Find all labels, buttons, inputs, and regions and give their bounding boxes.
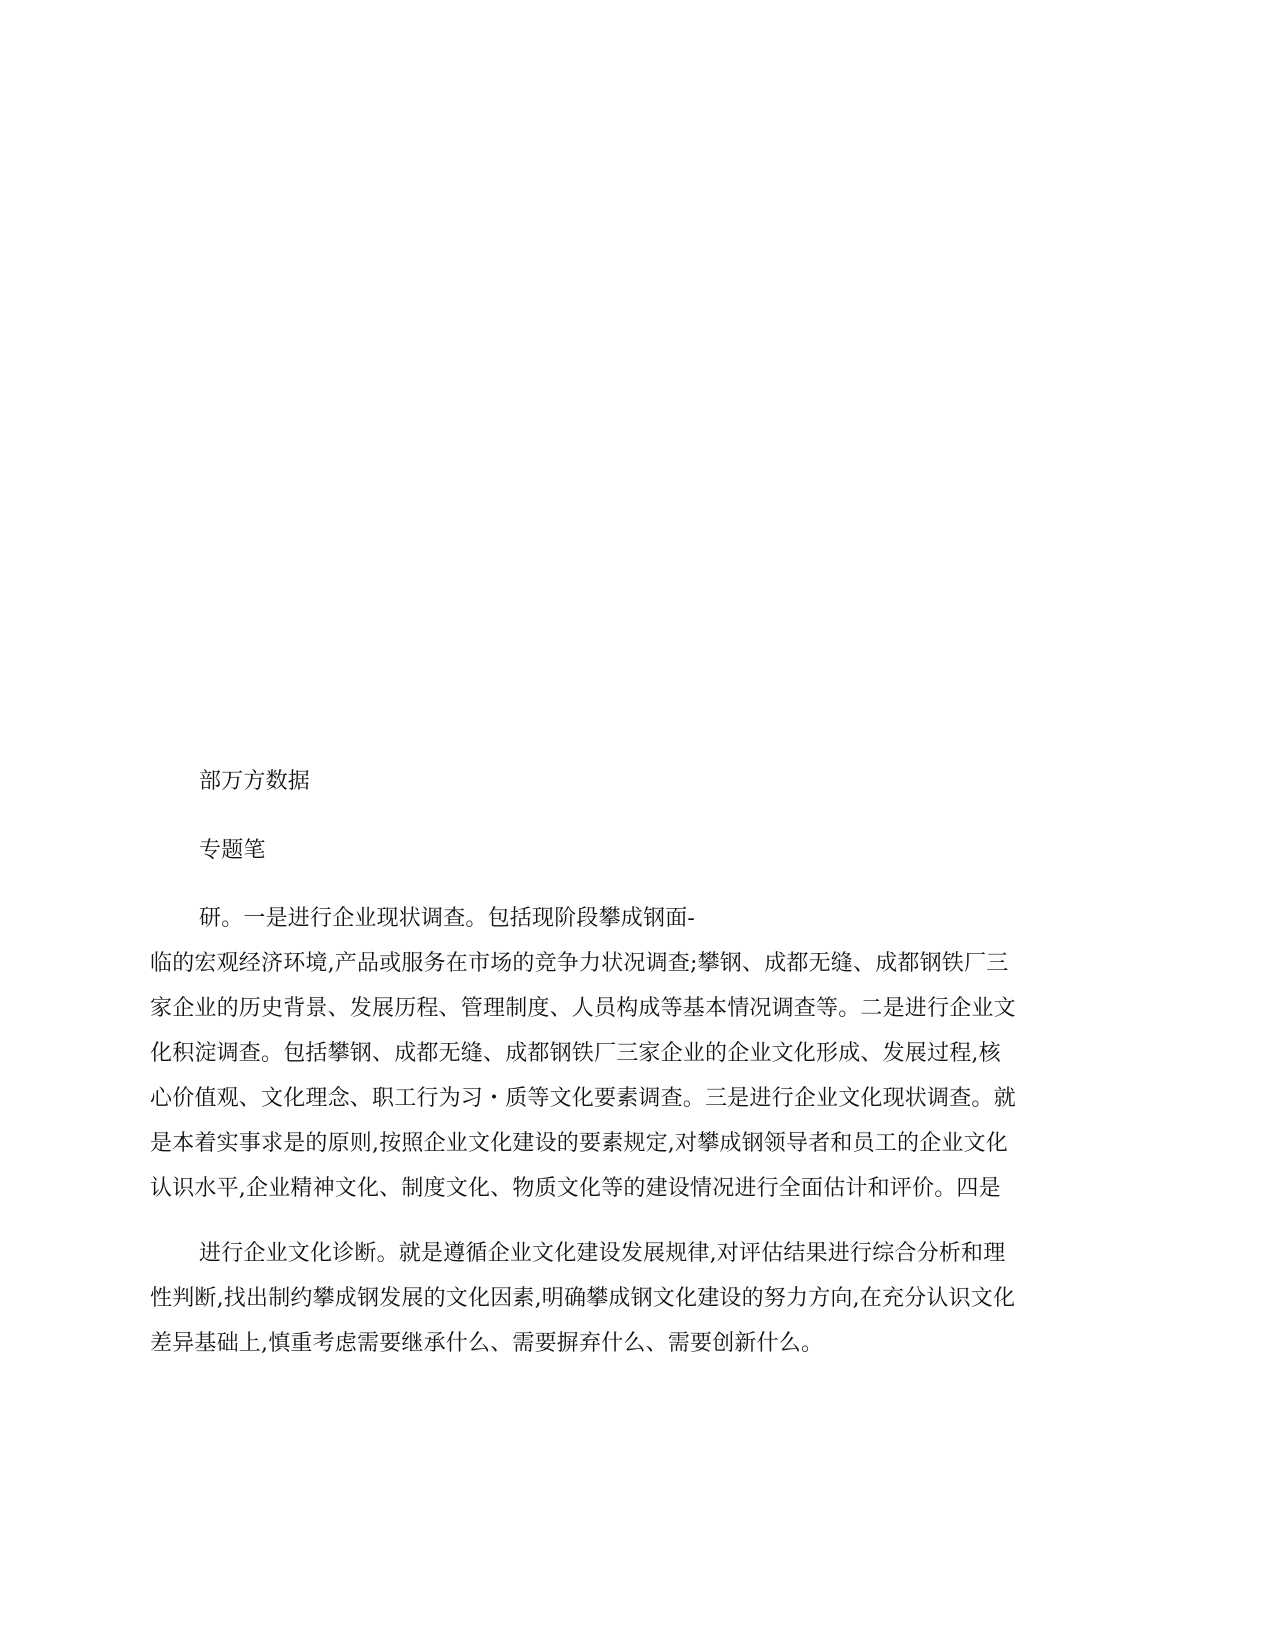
paragraph-2-line-1: 进行企业文化诊断。就是遵循企业文化建设发展规律,对评估结果进行综合分析和理 — [199, 1241, 1006, 1266]
paragraph-1-line-4: 化积淀调查。包括攀钢、成都无缝、成都钢铁厂三家企业的企业文化形成、发展过程,核 — [150, 1041, 1001, 1066]
paragraph-1-line-3: 家企业的历史背景、发展历程、管理制度、人员构成等基本情况调查等。二是进行企业文 — [150, 996, 1016, 1021]
paragraph-2-line-2: 性判断,找出制约攀成钢发展的文化因素,明确攀成钢文化建设的努力方向,在充分认识文化 — [150, 1286, 1016, 1311]
paragraph-1-line-5: 心价值观、文化理念、职工行为习・质等文化要素调查。三是进行企业文化现状调查。就 — [150, 1086, 1016, 1111]
paragraph-2-line-3: 差异基础上,慎重考虑需要继承什么、需要摒弃什么、需要创新什么。 — [150, 1331, 824, 1356]
paragraph-1-line-7: 认识水平,企业精神文化、制度文化、物质文化等的建设情况进行全面估计和评价。四是 — [150, 1176, 1001, 1201]
paragraph-1-line-1: 研。一是进行企业现状调查。包括现阶段攀成钢面- — [199, 906, 696, 931]
paragraph-1-line-6: 是本着实事求是的原则,按照企业文化建设的要素规定,对攀成钢领导者和员工的企业文化 — [150, 1131, 1008, 1156]
text-line-heading-2: 专题笔 — [199, 838, 266, 863]
text-line-heading-1: 部万方数据 — [199, 769, 311, 794]
paragraph-1-line-2: 临的宏观经济环境,产品或服务在市场的竞争力状况调查;攀钢、成都无缝、成都钢铁厂三 — [150, 951, 1009, 976]
